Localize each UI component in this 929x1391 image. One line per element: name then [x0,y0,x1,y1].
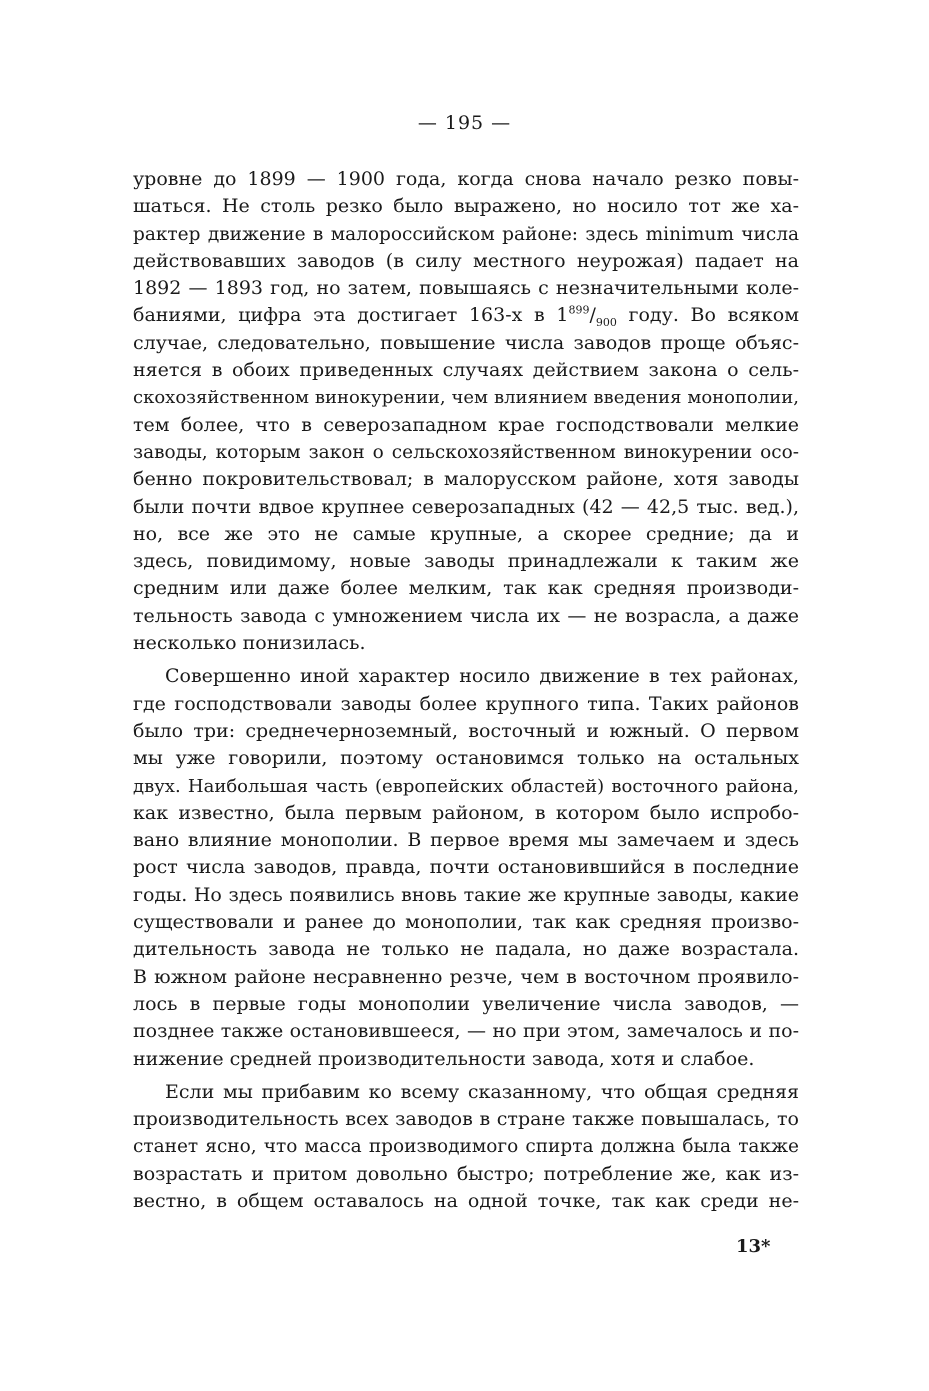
text-line: тем более, что в северозападном крае господствовали мелкие [133,413,799,436]
text-line: заводы, которым закон о сельскохозяйственном винокурении осо- [133,441,799,463]
text-line: где господствовали заводы более крупного типа. Таких районов [133,692,799,715]
text-line: бенно покровительствовал; в малорусском районе, хотя заводы [133,468,799,491]
text-line: рост числа заводов, правда, почти остановившийся в последние [133,856,799,879]
text-line: мы уже говорили, поэтому остановимся только на остальных [133,747,799,770]
text-line: вано влияние монополии. В первое время мы замечаем и здесь [133,829,799,852]
text-line: Совершенно иной характер носило движение в тех районах, [165,665,799,688]
text-line: были почти вдвое крупнее северозападных (42 — 42,5 тыс. вед.), [133,495,799,518]
text-line: возрастать и притом довольно быстро; потребление же, как из- [133,1162,799,1185]
text-line: шаться. Не столь резко было выражено, но носило тот же ха- [133,195,799,218]
text-line: но, все же это не самые крупные, а скорее средние; да и [133,522,799,545]
text-line: производительность всех заводов в стране также повышалась, то [133,1108,799,1131]
text-line: случае, следовательно, повышение числа заводов проще объяс- [133,331,799,354]
text-line: существовали и ранее до монополии, так как средняя произво- [133,911,799,934]
text-line: нижение средней производительности завода, хотя и слабое. [133,1047,755,1070]
text-line: уровне до 1899 — 1900 года, когда снова начало резко повы- [133,168,799,190]
text-line: здесь, повидимому, новые заводы принадлежали к таким же [133,550,799,573]
text-line: позднее также остановившееся, — но при этом, замечалось и по- [133,1020,799,1043]
text-line: Если мы прибавим ко всему сказанному, что общая средняя [165,1080,799,1103]
text-line: действовавших заводов (в силу местного неурожая) падает на [133,249,799,272]
text-line: как известно, была первым районом, в котором было испробо- [133,801,799,824]
text-line: лось в первые годы монополии увеличение числа заводов, — [133,992,799,1015]
text-line: скохозяйственном винокурении, чем влиянием введения монополии, [133,387,799,409]
paragraph-1 [133,166,799,657]
paragraph-3 [133,1079,799,1215]
text-line: станет ясно, что масса производимого спирта должна была также [133,1136,799,1158]
body-text [133,166,799,1215]
paragraph-2 [133,663,799,1072]
text-line: было три: среднечерноземный, восточный и южный. О первом [133,719,799,742]
text-line: двух. Наибольшая часть (европейских областей) восточного района, [133,775,799,797]
text-line: вестно, в общем оставалось на одной точке, так как среди не- [133,1189,799,1212]
text-line: 1892 — 1893 год, но затем, повышаясь с незначительными коле- [133,277,799,300]
text-line: годы. Но здесь появились вновь такие же крупные заводы, какие [133,883,799,906]
text-line: няется в обоих приведенных случаях действием закона о сель- [133,359,799,382]
text-line: средним или даже более мелким, так как средняя производи- [133,577,799,600]
page-number: — 195 — [417,112,512,134]
text-line: тельность завода с умножением числа их — не возрасла, а даже [133,604,799,627]
text-line-with-fraction: баниями, цифра эта достигает 163-х в $1^{899}/_{900}$ году. Во всяком [133,304,800,330]
text-line: дительность завода не только не падала, но даже возрастала. [133,938,799,961]
signature-mark: 13* [736,1236,771,1257]
text-line: рактер движение в малороссийском районе: здесь minimum числа [133,223,799,245]
text-line: несколько понизилась. [133,632,366,655]
text-line: В южном районе несравненно резче, чем в восточном проявило- [133,965,799,988]
